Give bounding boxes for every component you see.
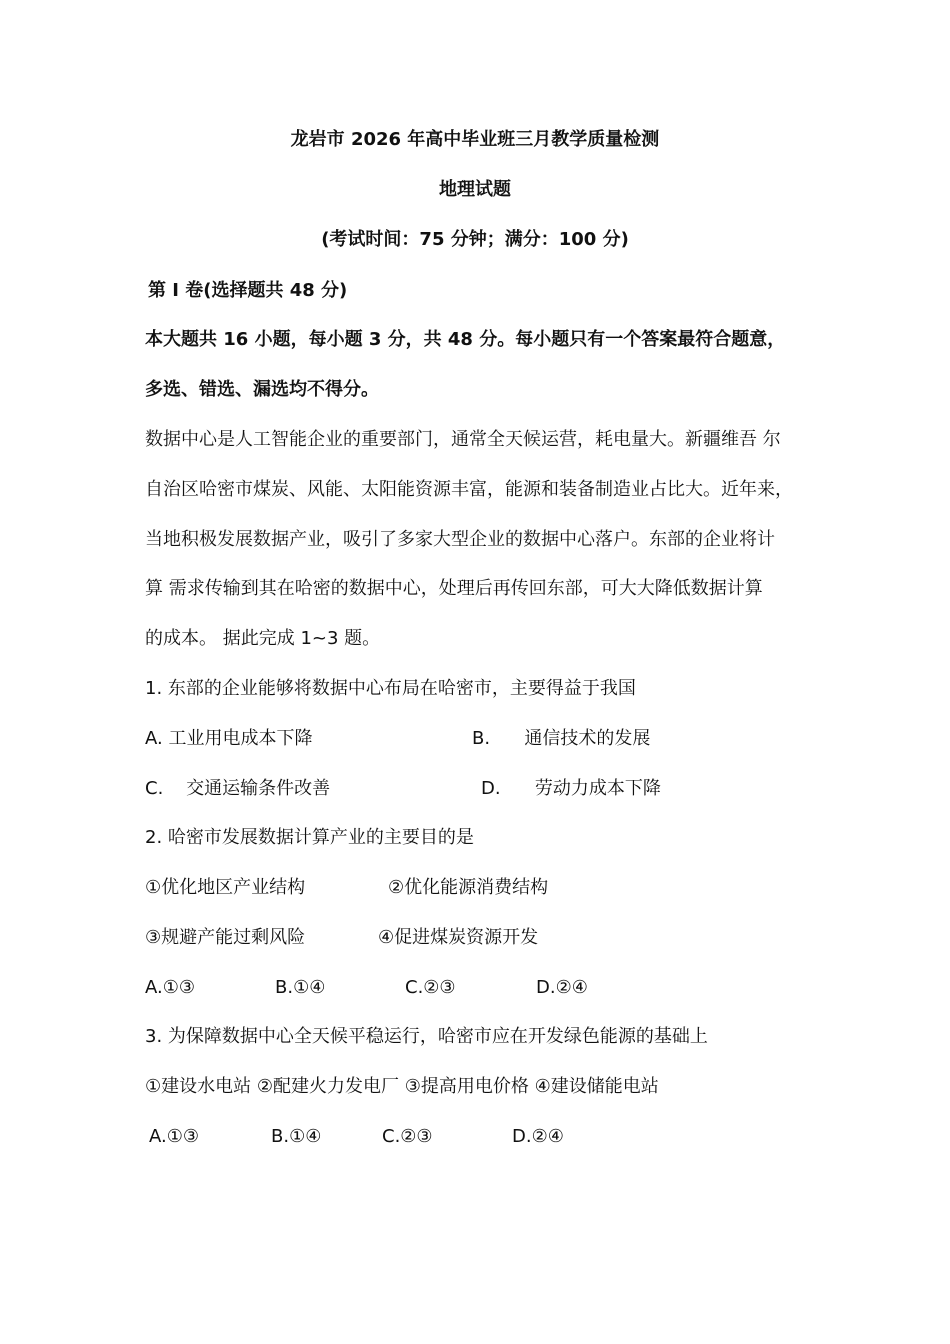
passage-line: 的成本。 据此完成 1~3 题。: [145, 628, 381, 649]
passage-line: 算 需求传输到其在哈密的数据中心，处理后再传回东部，可大大降低数据计算: [145, 578, 763, 599]
exam-info: (考试时间：75 分钟；满分：100 分): [321, 229, 629, 250]
question-2-option-b: B.①④: [275, 977, 326, 998]
question-3-option-d: D.②④: [512, 1126, 564, 1147]
section-instruction-line1: 本大题共 16 小题，每小题 3 分，共 48 分。每小题只有一个答案最符合题意，: [145, 329, 786, 350]
question-2-option-a: A.①③: [145, 977, 195, 998]
section-title: 第 I 卷(选择题共 48 分): [148, 280, 348, 301]
passage-line: 数据中心是人工智能企业的重要部门，通常全天候运营，耗电量大。新疆维吾 尔: [145, 429, 781, 450]
question-2-stem: 2. 哈密市发展数据计算产业的主要目的是: [145, 827, 474, 848]
question-1-stem: 1. 东部的企业能够将数据中心布局在哈密市，主要得益于我国: [145, 678, 636, 699]
passage-line: 自治区哈密市煤炭、风能、太阳能资源丰富，能源和装备制造业占比大。近年来，: [145, 479, 793, 500]
question-3-stem: 3. 为保障数据中心全天候平稳运行，哈密市应在开发绿色能源的基础上: [145, 1026, 708, 1047]
section-instruction-line2: 多选、错选、漏选均不得分。: [145, 379, 379, 400]
question-3-option-a: A.①③: [149, 1126, 199, 1147]
passage-line: 当地积极发展数据产业，吸引了多家大型企业的数据中心落户。东部的企业将计: [145, 529, 775, 550]
question-1-option-b: B. 通信技术的发展: [472, 728, 651, 749]
question-3-option-c: C.②③: [382, 1126, 433, 1147]
question-3-items: ①建设水电站 ②配建火力发电厂 ③提高用电价格 ④建设储能电站: [145, 1076, 659, 1097]
question-2-item-4: ④促进煤炭资源开发: [378, 927, 539, 948]
question-2-option-c: C.②③: [405, 977, 456, 998]
question-1-option-d: D. 劳动力成本下降: [481, 778, 661, 799]
question-2-option-d: D.②④: [536, 977, 588, 998]
exam-title: 龙岩市 2026 年高中毕业班三月教学质量检测: [290, 129, 660, 150]
question-3-option-b: B.①④: [271, 1126, 322, 1147]
question-2-item-1: ①优化地区产业结构: [145, 877, 306, 898]
question-1-option-a: A. 工业用电成本下降: [145, 728, 313, 749]
exam-subject: 地理试题: [439, 179, 511, 200]
question-2-item-2: ②优化能源消费结构: [388, 877, 549, 898]
question-1-option-c: C. 交通运输条件改善: [145, 778, 331, 799]
question-2-item-3: ③规避产能过剩风险: [145, 927, 306, 948]
